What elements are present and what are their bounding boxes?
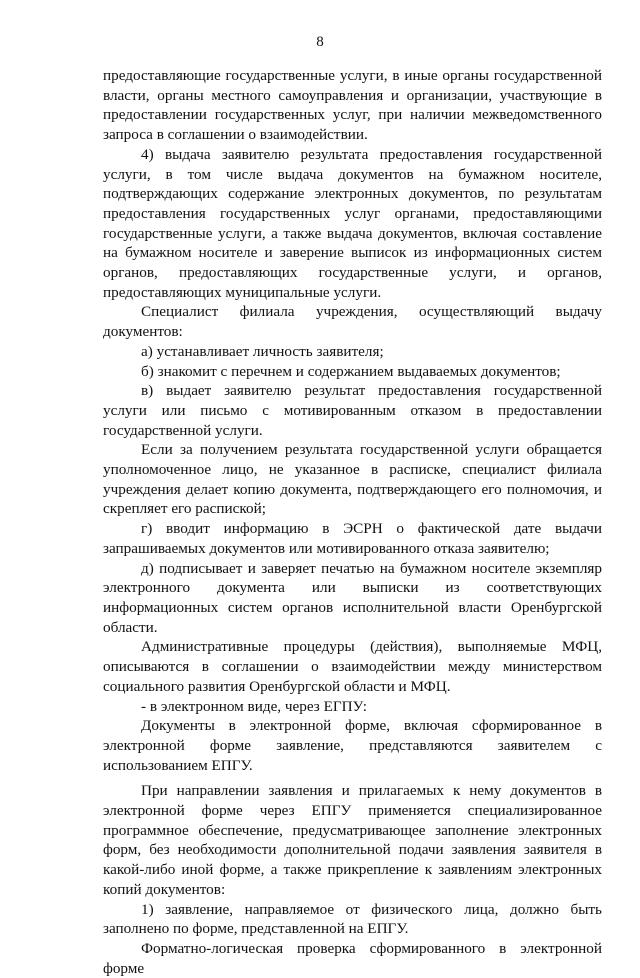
- paragraph: предоставляющие государственные услуги, в иные органы государственной власти, органы местного самоуправления и организации, участвующие в предоставлении государственных услуг, при наличии межведомственного запроса в соглашении о взаимодействии.: [103, 67, 602, 144]
- list-item: в) выдает заявителю результат предоставления государственной услуги или письмо с мотивированным отказом в предоставлении государственной услуги.: [103, 382, 602, 439]
- list-item: б) знакомит с перечнем и содержанием выдаваемых документов;: [141, 362, 561, 380]
- paragraph: 4) выдача заявителю результата предоставления государственной услуги, в том числе выдача документов на бумажном носителе, подтверждающих содержание электронных документов, по результатам предоставления государственных услуг органами, предоставляющими государственные услуги, а также выдача документов, включая составление на бумажном носителе и заверение выписок из информационных систем органов, предоставляющих государственные услуги, и органов, предоставляющих муниципальные услуги.: [103, 145, 602, 301]
- document-body: [103, 66, 602, 978]
- paragraph: При направлении заявления и прилагаемых к нему документов в электронной форме через ЕПГУ применяется специализированное программное обеспечение, предусматривающее заполнение электронных форм, без необходимости дополнительной подачи заявления заявителя в какой-либо иной форме, а также прикрепление к заявлениям электронных копий документов:: [103, 782, 602, 898]
- paragraph: Специалист филиала учреждения, осуществляющий выдачу документов:: [103, 303, 602, 341]
- paragraph: Форматно-логическая проверка сформированного в электронной форме: [103, 939, 602, 977]
- list-item: д) подписывает и заверяет печатью на бумажном носителе экземпляр электронного документа или выписки из соответствующих информационных систем органов исполнительной власти Оренбургской области.: [103, 559, 602, 636]
- paragraph: Если за получением результата государственной услуги обращается уполномоченное лицо, не указанное в расписке, специалист филиала учреждения делает копию документа, подтверждающего его полномочия, и скрепляет его распиской;: [103, 441, 602, 518]
- paragraph: Документы в электронной форме, включая сформированное в электронной форме заявление, представляются заявителем с использованием ЕПГУ.: [103, 717, 602, 774]
- list-item: 1) заявление, направляемое от физического лица, должно быть заполнено по форме, представленной на ЕПГУ.: [103, 900, 602, 938]
- list-item: г) вводит информацию в ЭСРН о фактической дате выдачи запрашиваемых документов или мотивированного отказа заявителю;: [103, 520, 602, 557]
- paragraph: - в электронном виде, через ЕГПУ:: [141, 697, 368, 715]
- list-item: а) устанавливает личность заявителя;: [141, 342, 384, 360]
- page-number: 8: [316, 34, 324, 50]
- paragraph: Административные процедуры (действия), выполняемые МФЦ, описываются в соглашении о взаимодействии между министерством социального развития Оренбургской области и МФЦ.: [103, 638, 602, 695]
